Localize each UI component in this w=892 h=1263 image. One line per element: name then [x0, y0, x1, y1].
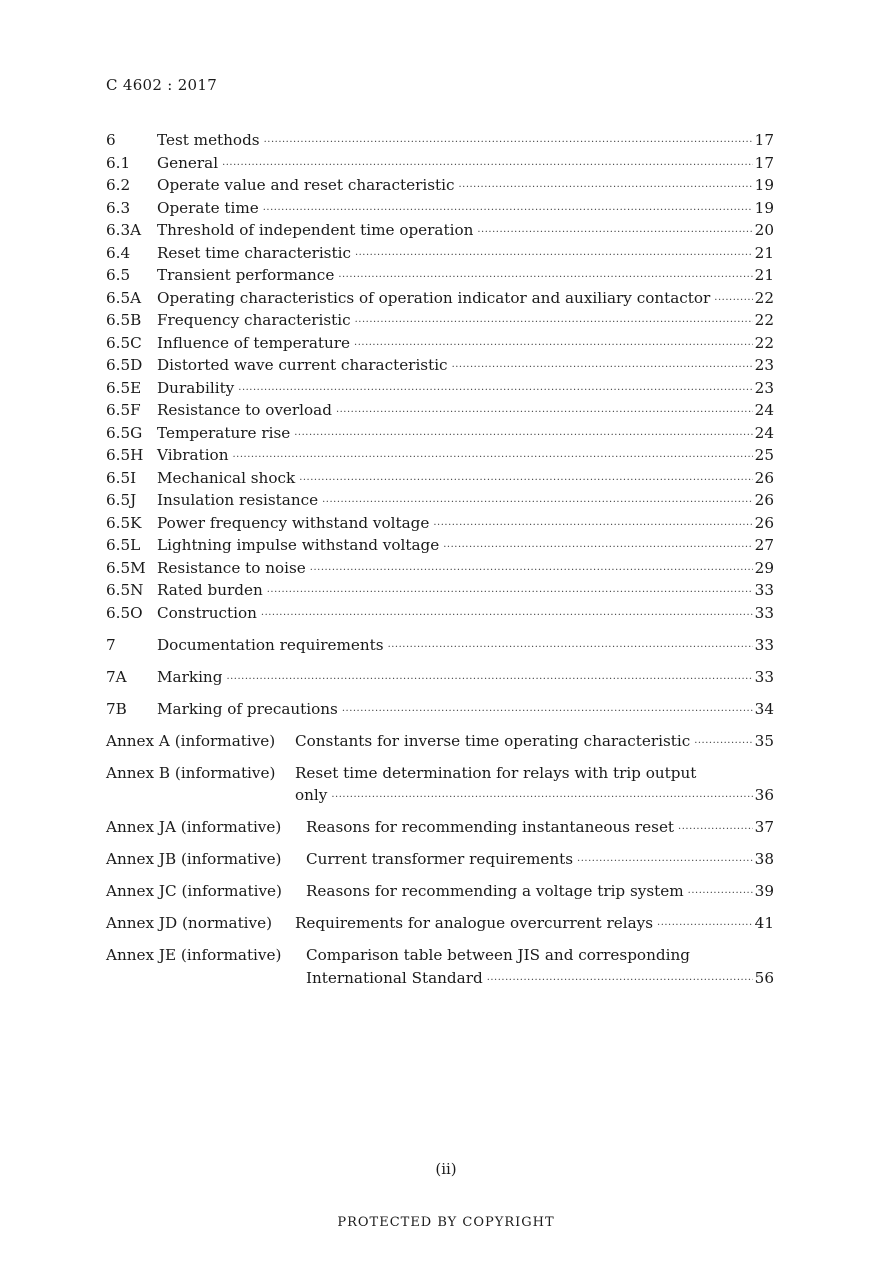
document-id: C 4602 : 2017	[106, 76, 218, 94]
toc-title: Resistance to noise	[157, 558, 306, 577]
toc-row[interactable]	[106, 489, 774, 512]
annex-row[interactable]	[106, 762, 774, 807]
toc-number: 6.5F	[106, 401, 141, 419]
annex-row[interactable]	[106, 730, 774, 753]
toc-row[interactable]	[106, 512, 774, 535]
toc-title: General	[157, 153, 219, 172]
toc-title: Threshold of independent time operation	[157, 221, 474, 239]
toc-row[interactable]	[106, 332, 774, 355]
dot-leader	[487, 970, 753, 993]
annex-page: 36	[754, 786, 774, 804]
toc-number: 6.5C	[106, 333, 142, 352]
annex-label: Annex JC (informative)	[106, 882, 282, 900]
annex-page: 37	[754, 818, 774, 836]
toc-number: 6.5	[106, 266, 131, 284]
toc-number: 6.5M	[106, 558, 146, 577]
annex-label: Annex JB (informative)	[106, 850, 282, 868]
toc-page: 26	[754, 513, 774, 532]
toc-number: 6.5D	[106, 356, 143, 374]
toc-row[interactable]	[106, 174, 774, 197]
dot-leader	[331, 787, 752, 810]
annex-entry	[295, 784, 774, 810]
toc-number: 6.5G	[106, 423, 143, 442]
toc-row[interactable]	[106, 197, 774, 220]
toc-page: 29	[754, 558, 774, 577]
toc-row[interactable]	[106, 698, 774, 721]
annex-page: 38	[754, 850, 774, 868]
annex-label: Annex JA (informative)	[106, 818, 282, 836]
annex-title: Current transformer requirements	[306, 850, 574, 868]
toc-number: 6.5J	[106, 491, 137, 509]
toc-title: Power frequency withstand voltage	[157, 513, 430, 532]
toc-title: Construction	[157, 603, 257, 622]
annex-title-line1: Reset time determination for relays with trip output	[295, 763, 697, 782]
toc-title: Operate value and reset characteristic	[157, 176, 455, 194]
toc-row[interactable]	[106, 354, 774, 377]
toc-row[interactable]	[106, 666, 774, 689]
toc-title: Frequency characteristic	[157, 311, 351, 329]
annex-entry	[306, 848, 774, 874]
annex-row[interactable]	[106, 848, 774, 871]
toc-number: 6.1	[106, 153, 131, 172]
toc-title: Resistance to overload	[157, 401, 332, 419]
toc-entry	[157, 634, 774, 660]
toc-row[interactable]	[106, 444, 774, 467]
toc-page: 19	[754, 198, 774, 217]
toc-page: 22	[754, 333, 774, 352]
toc-number: 6.5B	[106, 311, 142, 329]
toc-title: Test methods	[157, 131, 260, 149]
toc-title: Documentation requirements	[157, 635, 384, 654]
dot-leader	[388, 637, 753, 660]
toc-number: 6.5A	[106, 288, 142, 307]
toc-title: Insulation resistance	[157, 491, 319, 509]
toc-title: Mechanical shock	[157, 468, 296, 487]
dot-leader	[577, 851, 753, 874]
toc-row[interactable]	[106, 287, 774, 310]
annex-entry	[306, 816, 774, 842]
annex-title: Requirements for analogue overcurrent relays	[295, 914, 654, 932]
toc-title: Reset time characteristic	[157, 243, 351, 262]
annex-row[interactable]	[106, 816, 774, 839]
toc-number: 6.5N	[106, 581, 144, 599]
toc-row[interactable]	[106, 557, 774, 580]
toc-title: Vibration	[157, 446, 229, 464]
toc-row[interactable]	[106, 422, 774, 445]
toc-page: 24	[754, 401, 774, 419]
annex-page: 39	[754, 882, 774, 900]
page-number: (ii)	[435, 1160, 457, 1178]
dot-leader	[342, 701, 753, 724]
toc-entry	[157, 698, 774, 724]
toc-page: 33	[754, 603, 774, 622]
toc-title: Distorted wave current characteristic	[157, 356, 448, 374]
toc-title: Operate time	[157, 198, 259, 217]
annex-page: 41	[754, 914, 774, 932]
toc-page: 33	[754, 667, 774, 686]
toc-title: Transient performance	[157, 266, 335, 284]
annex-row[interactable]	[106, 912, 774, 935]
toc-page: 33	[754, 635, 774, 654]
toc-number: 6.5E	[106, 378, 142, 397]
toc-page: 22	[754, 311, 774, 329]
toc-number: 7	[106, 635, 116, 654]
annex-title: Reasons for recommending a voltage trip system	[306, 882, 684, 900]
toc-page: 23	[754, 356, 774, 374]
copyright-notice: PROTECTED BY COPYRIGHT	[337, 1215, 555, 1230]
toc-page: 22	[754, 288, 774, 307]
toc-page: 17	[754, 153, 774, 172]
toc-number: 6.5L	[106, 536, 141, 554]
dot-leader	[688, 883, 753, 906]
toc-entry	[157, 602, 774, 628]
toc-number: 6.5K	[106, 513, 142, 532]
toc-number: 6.2	[106, 176, 131, 194]
dot-leader	[678, 819, 753, 842]
annex-page: 35	[754, 731, 774, 750]
toc-row[interactable]	[106, 399, 774, 422]
annex-title-line1: Comparison table between JIS and corresponding	[306, 946, 690, 964]
toc-page: 21	[754, 266, 774, 284]
toc-page: 17	[754, 131, 774, 149]
annex-entry	[295, 730, 774, 756]
dot-leader	[226, 669, 752, 692]
annex-row[interactable]	[106, 944, 774, 989]
table-of-contents	[106, 129, 774, 989]
toc-page: 23	[754, 378, 774, 397]
toc-row[interactable]	[106, 377, 774, 400]
toc-page: 26	[754, 491, 774, 509]
toc-number: 6	[106, 131, 116, 149]
toc-number: 7B	[106, 699, 127, 718]
toc-page: 27	[754, 536, 774, 554]
toc-page: 34	[754, 699, 774, 718]
toc-page: 21	[754, 243, 774, 262]
toc-page: 33	[754, 581, 774, 599]
toc-title: Marking	[157, 667, 223, 686]
toc-title: Influence of temperature	[157, 333, 351, 352]
toc-row[interactable]	[106, 579, 774, 602]
toc-number: 7A	[106, 667, 127, 686]
toc-row[interactable]	[106, 129, 774, 152]
toc-row[interactable]	[106, 602, 774, 625]
toc-number: 6.3A	[106, 221, 142, 239]
toc-row[interactable]	[106, 219, 774, 242]
toc-title: Lightning impulse withstand voltage	[157, 536, 440, 554]
toc-page: 20	[754, 221, 774, 239]
annex-entry	[306, 880, 774, 906]
toc-page: 25	[754, 446, 774, 464]
annex-label: Annex A (informative)	[106, 731, 276, 750]
annex-row[interactable]	[106, 880, 774, 903]
dot-leader	[657, 915, 753, 938]
dot-leader	[694, 733, 752, 756]
toc-row[interactable]	[106, 264, 774, 287]
annex-label: Annex JD (normative)	[106, 914, 273, 932]
toc-number: 6.5I	[106, 468, 137, 487]
toc-row[interactable]	[106, 467, 774, 490]
annex-title: Constants for inverse time operating characteristic	[295, 731, 691, 750]
annex-title-line2: International Standard	[306, 968, 483, 987]
toc-title: Temperature rise	[157, 423, 291, 442]
toc-title: Marking of precautions	[157, 699, 338, 718]
annex-title: Reasons for recommending instantaneous reset	[306, 818, 675, 836]
toc-page: 19	[754, 176, 774, 194]
toc-row[interactable]	[106, 634, 774, 657]
toc-title: Rated burden	[157, 581, 263, 599]
toc-number: 6.5H	[106, 446, 144, 464]
toc-number: 6.5O	[106, 603, 143, 622]
toc-title: Operating characteristics of operation indicator and auxiliary contactor	[157, 288, 711, 307]
toc-number: 6.4	[106, 243, 131, 262]
annex-label: Annex JE (informative)	[106, 946, 282, 964]
toc-title: Durability	[157, 378, 235, 397]
toc-row[interactable]	[106, 152, 774, 175]
toc-entry	[157, 666, 774, 692]
annex-label: Annex B (informative)	[106, 763, 276, 782]
annex-page: 56	[754, 968, 774, 987]
annex-entry	[306, 967, 774, 993]
toc-number: 6.3	[106, 198, 131, 217]
toc-page: 26	[754, 468, 774, 487]
toc-row[interactable]	[106, 242, 774, 265]
annex-entry	[295, 912, 774, 938]
toc-page: 24	[754, 423, 774, 442]
dot-leader	[261, 605, 753, 628]
toc-row[interactable]	[106, 309, 774, 332]
annex-title-line2: only	[295, 786, 328, 804]
toc-row[interactable]	[106, 534, 774, 557]
